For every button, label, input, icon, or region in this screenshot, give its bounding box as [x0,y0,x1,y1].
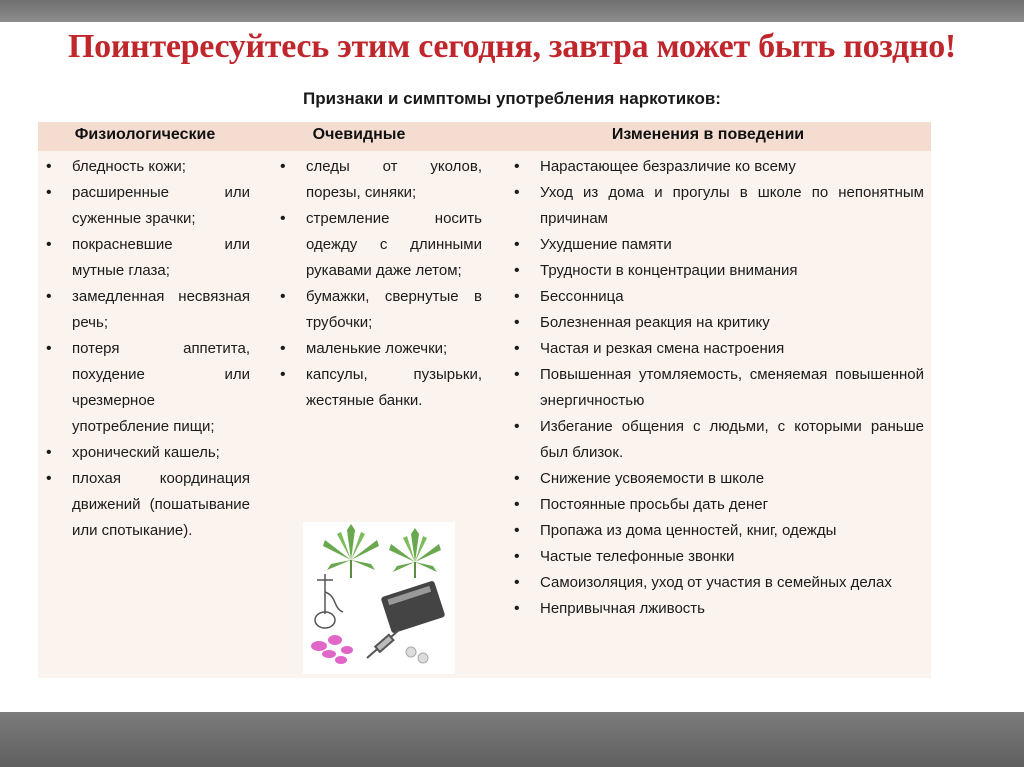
cannabis-leaf-icon [389,528,441,578]
symptom-item: • стремление носить одежду с длинными рукавами даже летом; [274,206,482,284]
symptom-item: • Нарастающее безразличие ко всему [508,154,924,180]
drug-paraphernalia-illustration [303,522,455,674]
razor-blade-icon [380,580,445,633]
header-behavior-changes: Изменения в поведении [611,126,805,143]
symptom-item: • Трудности в концентрации внимания [508,258,924,284]
symptom-item: • следы от уколов, порезы, синяки; [274,154,482,206]
column-physiological [40,154,250,544]
symptom-item: • бумажки, свернутые в трубочки; [274,284,482,336]
symptom-item: • бледность кожи; [40,154,250,180]
symptom-item: • замедленная несвязная речь; [40,284,250,336]
table-header-row [38,122,931,151]
top-bar [0,0,1024,22]
header-physiological: Физиологические [74,126,216,143]
symptom-item: • плохая координация движений (пошатывание или спотыкание). [40,466,250,544]
symptom-item: • покрасневшие или мутные глаза; [40,232,250,284]
symptom-item: • Ухудшение памяти [508,232,924,258]
symptom-item: • Бессонница [508,284,924,310]
cannabis-leaf-icon [323,524,379,578]
column-behavior-changes [508,154,924,622]
symptoms-table [38,122,931,678]
symptom-item: • Болезненная реакция на критику [508,310,924,336]
symptom-item: • расширенные или суженные зрачки; [40,180,250,232]
symptom-item: • Повышенная утомляемость, сменяемая повышенной энергичностью [508,362,924,414]
syringe-icon [367,630,399,658]
symptom-item: • Непривычная лживость [508,596,924,622]
symptom-item: • Частые телефонные звонки [508,544,924,570]
symptom-item: • Снижение усвояемости в школе [508,466,924,492]
symptom-item: • маленькие ложечки; [274,336,482,362]
symptom-item: • Пропажа из дома ценностей, книг, одежды [508,518,924,544]
symptom-item: • Избегание общения с людьми, с которыми раньше был близок. [508,414,924,466]
bottom-bar [0,712,1024,767]
symptom-item: • потеря аппетита, похудение или чрезмерное употребление пищи; [40,336,250,440]
column-obvious [274,154,482,414]
table-subtitle: Признаки и симптомы употребления наркотиков: [303,89,721,108]
symptom-item: • Самоизоляция, уход от участия в семейных делах [508,570,924,596]
hookah-icon [315,574,343,628]
symptom-item: • Постоянные просьбы дать денег [508,492,924,518]
symptom-item: • капсулы, пузырьки, жестяные банки. [274,362,482,414]
symptom-item: • хронический кашель; [40,440,250,466]
pills-icon [311,635,428,664]
slide-title: Поинтересуйтесь этим сегодня, завтра может быть поздно! [68,28,956,65]
header-obvious: Очевидные [312,126,406,143]
symptom-item: • Частая и резкая смена настроения [508,336,924,362]
symptom-item: • Уход из дома и прогулы в школе по непонятным причинам [508,180,924,232]
